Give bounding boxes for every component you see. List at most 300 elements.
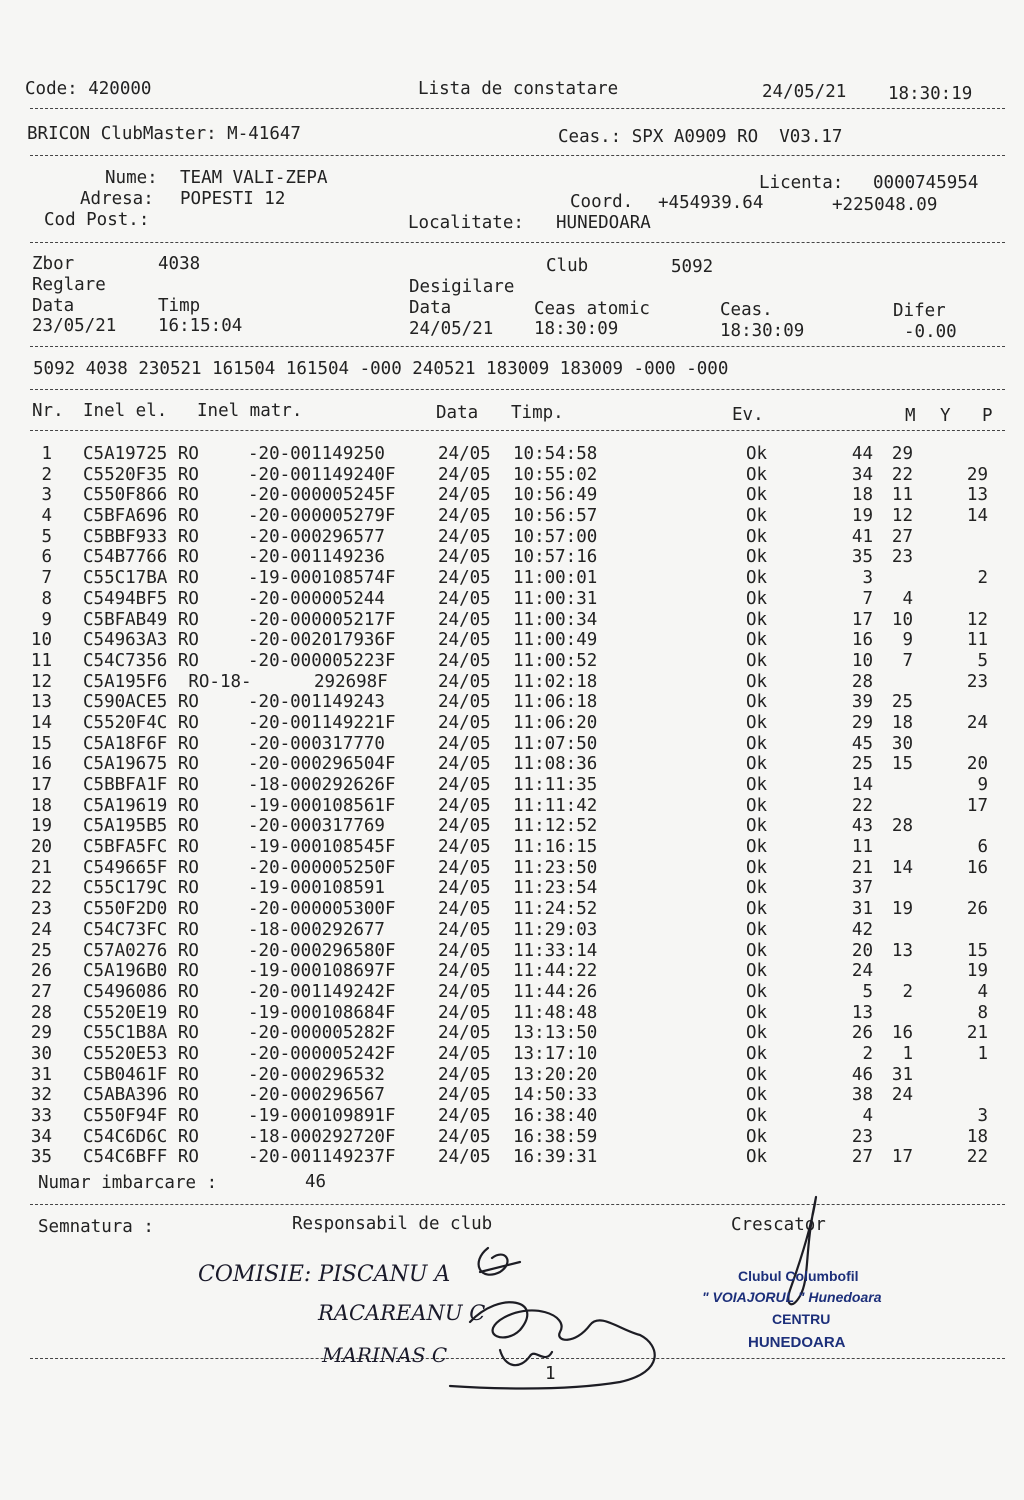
rank-m: 45 bbox=[851, 733, 873, 754]
arrival-date: 24/05 bbox=[438, 1106, 491, 1126]
col-ev: Ev. bbox=[732, 405, 764, 425]
row-number: 8 bbox=[41, 588, 52, 609]
event-status: Ok bbox=[746, 650, 768, 671]
coord-lon: +225048.09 bbox=[832, 195, 938, 215]
arrival-date: 24/05 bbox=[438, 1147, 491, 1168]
rank-y: 15 bbox=[891, 754, 913, 775]
code-label: Code: 420000 bbox=[25, 79, 152, 99]
arrival-time: 11:00:34 bbox=[513, 609, 598, 630]
row-number: 5 bbox=[41, 526, 52, 547]
arrival-time: 11:23:54 bbox=[513, 878, 598, 899]
col-inel-matr: Inel matr. bbox=[197, 401, 303, 421]
rank-y: 14 bbox=[891, 857, 913, 878]
event-status: Ok bbox=[746, 878, 768, 899]
row-number: 34 bbox=[30, 1126, 52, 1147]
club-responsible-label: Responsabil de club bbox=[292, 1214, 493, 1234]
col-m: M bbox=[905, 406, 916, 426]
electronic-ring: C5BFAB49 RO bbox=[83, 609, 199, 630]
registration-ring: -20-000005244 bbox=[248, 588, 385, 609]
rank-m: 2 bbox=[862, 1043, 873, 1064]
event-status: Ok bbox=[746, 444, 768, 464]
arrival-time: 13:13:50 bbox=[513, 1023, 598, 1044]
rank-p: 18 bbox=[966, 1126, 988, 1147]
rank-p: 11 bbox=[966, 630, 988, 651]
stamp-line-3: CENTRU bbox=[772, 1311, 831, 1327]
rank-p: 14 bbox=[966, 506, 988, 527]
col-data: Data bbox=[436, 403, 479, 423]
electronic-ring: C55C179C RO bbox=[83, 878, 199, 899]
electronic-ring: C54963A3 RO bbox=[83, 630, 199, 651]
coord-lat: +454939.64 bbox=[658, 193, 764, 213]
arrival-date: 24/05 bbox=[438, 1085, 491, 1106]
arrival-date: 24/05 bbox=[438, 444, 491, 464]
rank-m: 27 bbox=[851, 1147, 873, 1168]
row-number: 9 bbox=[41, 609, 52, 630]
electronic-ring: C54C7356 RO bbox=[83, 650, 199, 671]
arrival-date: 24/05 bbox=[438, 1023, 491, 1044]
arrival-date: 24/05 bbox=[438, 650, 491, 671]
row-number: 19 bbox=[30, 816, 52, 837]
rank-y: 18 bbox=[891, 712, 913, 733]
row-number: 27 bbox=[30, 981, 52, 1002]
arrival-date: 24/05 bbox=[438, 609, 491, 630]
arrival-date: 24/05 bbox=[438, 878, 491, 899]
name-label: Nume: bbox=[105, 168, 158, 188]
arrival-time: 13:20:20 bbox=[513, 1064, 598, 1085]
owner-address: POPESTI 12 bbox=[180, 189, 286, 209]
arrival-time: 11:12:52 bbox=[513, 816, 598, 837]
row-number: 35 bbox=[30, 1147, 52, 1168]
electronic-ring: C5BFA5FC RO bbox=[83, 837, 199, 858]
arrival-date: 24/05 bbox=[438, 1043, 491, 1064]
electronic-ring: C55C17BA RO bbox=[83, 568, 199, 589]
arrival-date: 24/05 bbox=[438, 940, 491, 961]
arrival-date: 24/05 bbox=[438, 526, 491, 547]
rank-y: 12 bbox=[891, 506, 913, 527]
event-status: Ok bbox=[746, 1043, 768, 1064]
stamp-line-4: HUNEDOARA bbox=[748, 1334, 846, 1351]
rank-y: 29 bbox=[891, 444, 913, 464]
rank-m: 31 bbox=[851, 899, 873, 920]
electronic-ring: C549665F RO bbox=[83, 857, 199, 878]
breeder-label: Crescator bbox=[731, 1215, 826, 1235]
clock-col-label: Ceas. bbox=[720, 300, 773, 320]
registration-ring: -20-000296504F bbox=[248, 754, 396, 775]
arrival-date: 24/05 bbox=[438, 485, 491, 506]
electronic-ring: C550F866 RO bbox=[83, 485, 199, 506]
registration-ring: -20-001149236 bbox=[248, 547, 385, 568]
rank-m: 42 bbox=[851, 919, 873, 940]
row-number: 21 bbox=[30, 857, 52, 878]
desig-date: 24/05/21 bbox=[409, 319, 494, 339]
row-number: 12 bbox=[30, 671, 52, 692]
arrival-time: 11:23:50 bbox=[513, 857, 598, 878]
event-status: Ok bbox=[746, 733, 768, 754]
arrival-time: 11:11:35 bbox=[513, 775, 598, 795]
rank-m: 11 bbox=[851, 837, 873, 858]
event-status: Ok bbox=[746, 692, 768, 713]
registration-ring: -19-000109891F bbox=[248, 1106, 396, 1126]
arrival-date: 24/05 bbox=[438, 506, 491, 527]
arrival-time: 11:07:50 bbox=[513, 733, 598, 754]
rank-p: 4 bbox=[977, 981, 988, 1002]
owner-name: TEAM VALI-ZEPA bbox=[180, 168, 328, 188]
row-number: 31 bbox=[30, 1064, 52, 1085]
row-number: 33 bbox=[30, 1106, 52, 1126]
arrival-date: 24/05 bbox=[438, 1064, 491, 1085]
event-status: Ok bbox=[746, 837, 768, 858]
reglare-time-label: Timp bbox=[158, 296, 201, 316]
registration-ring: -19-000108574F bbox=[248, 568, 396, 589]
rank-p: 24 bbox=[966, 712, 988, 733]
rank-m: 14 bbox=[851, 775, 873, 795]
arrival-time: 10:54:58 bbox=[513, 444, 598, 464]
handwritten-commission: COMISIE: PISCANU A bbox=[198, 1262, 451, 1287]
electronic-ring: C5A19675 RO bbox=[83, 754, 199, 775]
rank-y: 22 bbox=[891, 464, 913, 485]
arrival-time: 10:56:57 bbox=[513, 506, 598, 527]
arrival-time: 11:06:20 bbox=[513, 712, 598, 733]
arrival-time: 11:00:31 bbox=[513, 588, 598, 609]
registration-ring: -20-000005300F bbox=[248, 899, 396, 920]
rank-p: 19 bbox=[966, 961, 988, 982]
rank-p: 17 bbox=[966, 795, 988, 816]
flight-label: Zbor bbox=[32, 254, 75, 274]
rank-m: 39 bbox=[851, 692, 873, 713]
rank-m: 26 bbox=[851, 1023, 873, 1044]
registration-ring: -20-000005223F bbox=[248, 650, 396, 671]
arrival-date: 24/05 bbox=[438, 919, 491, 940]
club-label: Club bbox=[546, 256, 589, 276]
arrival-time: 11:24:52 bbox=[513, 899, 598, 920]
arrival-date: 24/05 bbox=[438, 857, 491, 878]
rank-p: 21 bbox=[966, 1023, 988, 1044]
rank-m: 23 bbox=[851, 1126, 873, 1147]
event-status: Ok bbox=[746, 1106, 768, 1126]
reglare-label: Reglare bbox=[32, 275, 106, 295]
rank-y: 10 bbox=[891, 609, 913, 630]
arrival-time: 13:17:10 bbox=[513, 1043, 598, 1064]
registration-ring: -19-000108561F bbox=[248, 795, 396, 816]
rank-m: 20 bbox=[851, 940, 873, 961]
rank-y: 16 bbox=[891, 1023, 913, 1044]
electronic-ring: C5BFA696 RO bbox=[83, 506, 199, 527]
difference-value: -0.00 bbox=[904, 322, 957, 342]
page-number: 1 bbox=[545, 1364, 556, 1384]
registration-ring: -20-001149221F bbox=[248, 712, 396, 733]
license-label: Licenta: bbox=[759, 173, 844, 193]
event-status: Ok bbox=[746, 588, 768, 609]
rank-m: 18 bbox=[851, 485, 873, 506]
arrival-date: 24/05 bbox=[438, 733, 491, 754]
rank-y: 30 bbox=[891, 733, 913, 754]
row-number: 15 bbox=[30, 733, 52, 754]
event-status: Ok bbox=[746, 857, 768, 878]
rank-m: 34 bbox=[851, 464, 873, 485]
rank-y: 11 bbox=[891, 485, 913, 506]
row-number: 23 bbox=[30, 899, 52, 920]
rank-m: 13 bbox=[851, 1002, 873, 1023]
electronic-ring: C54C6D6C RO bbox=[83, 1126, 199, 1147]
arrival-time: 11:00:01 bbox=[513, 568, 598, 589]
event-status: Ok bbox=[746, 609, 768, 630]
locality-label: Localitate: bbox=[408, 213, 524, 233]
boarding-count: 46 bbox=[305, 1172, 327, 1192]
rank-m: 35 bbox=[851, 547, 873, 568]
stamp-line-2: " VOIAJORUL " Hunedoara bbox=[702, 1289, 882, 1305]
event-status: Ok bbox=[746, 671, 768, 692]
event-status: Ok bbox=[746, 506, 768, 527]
arrival-date: 24/05 bbox=[438, 961, 491, 982]
reglare-time: 16:15:04 bbox=[158, 316, 243, 336]
handwritten-name-2: RACAREANU C bbox=[318, 1301, 486, 1325]
rank-m: 19 bbox=[851, 506, 873, 527]
rank-y: 24 bbox=[891, 1085, 913, 1106]
arrival-time: 11:11:42 bbox=[513, 795, 598, 816]
rank-m: 16 bbox=[851, 630, 873, 651]
row-number: 29 bbox=[30, 1023, 52, 1044]
rank-m: 3 bbox=[862, 568, 873, 589]
rank-p: 26 bbox=[966, 899, 988, 920]
arrival-time: 11:16:15 bbox=[513, 837, 598, 858]
arrival-time: 10:56:49 bbox=[513, 485, 598, 506]
stamp-line-1: Clubul Columbofil bbox=[738, 1268, 859, 1284]
row-number: 14 bbox=[30, 712, 52, 733]
event-status: Ok bbox=[746, 816, 768, 837]
arrival-time: 11:33:14 bbox=[513, 940, 598, 961]
event-status: Ok bbox=[746, 961, 768, 982]
arrival-date: 24/05 bbox=[438, 547, 491, 568]
registration-ring: -20-000005279F bbox=[248, 506, 396, 527]
registration-ring: -20-000296577 bbox=[248, 526, 385, 547]
arrival-date: 24/05 bbox=[438, 1126, 491, 1147]
row-number: 17 bbox=[30, 775, 52, 795]
arrival-date: 24/05 bbox=[438, 568, 491, 589]
rank-m: 10 bbox=[851, 650, 873, 671]
registration-ring: -20-000317770 bbox=[248, 733, 385, 754]
registration-ring: -20-000296567 bbox=[248, 1085, 385, 1106]
event-status: Ok bbox=[746, 1126, 768, 1147]
registration-ring: -20-001149240F bbox=[248, 464, 396, 485]
registration-ring: -20-000005245F bbox=[248, 485, 396, 506]
event-status: Ok bbox=[746, 568, 768, 589]
rank-y: 27 bbox=[891, 526, 913, 547]
row-number: 10 bbox=[30, 630, 52, 651]
rank-m: 5 bbox=[862, 981, 873, 1002]
rank-y: 13 bbox=[891, 940, 913, 961]
registration-ring: -20-000005282F bbox=[248, 1023, 396, 1044]
event-status: Ok bbox=[746, 1085, 768, 1106]
arrival-date: 24/05 bbox=[438, 837, 491, 858]
desigilare-label: Desigilare bbox=[409, 277, 515, 297]
registration-ring: -20-002017936F bbox=[248, 630, 396, 651]
registration-ring: -20-000005242F bbox=[248, 1043, 396, 1064]
rank-m: 37 bbox=[851, 878, 873, 899]
registration-ring: -20-001149237F bbox=[248, 1147, 396, 1168]
registration-ring: -18-000292677 bbox=[248, 919, 385, 940]
event-status: Ok bbox=[746, 754, 768, 775]
flight-number: 4038 bbox=[158, 254, 201, 274]
event-status: Ok bbox=[746, 899, 768, 920]
rank-y: 4 bbox=[902, 588, 913, 609]
arrival-date: 24/05 bbox=[438, 795, 491, 816]
atomic-clock-label: Ceas atomic bbox=[534, 299, 650, 319]
event-status: Ok bbox=[746, 1002, 768, 1023]
arrival-time: 11:44:26 bbox=[513, 981, 598, 1002]
arrival-time: 11:08:36 bbox=[513, 754, 598, 775]
registration-ring: -20-000296532 bbox=[248, 1064, 385, 1085]
row-number: 32 bbox=[30, 1085, 52, 1106]
arrival-time: 10:57:00 bbox=[513, 526, 598, 547]
coord-label: Coord. bbox=[570, 192, 634, 212]
club-number: 5092 bbox=[671, 257, 714, 277]
row-number: 2 bbox=[41, 464, 52, 485]
electronic-ring: C55C1B8A RO bbox=[83, 1023, 199, 1044]
row-number: 11 bbox=[30, 650, 52, 671]
rank-m: 24 bbox=[851, 961, 873, 982]
electronic-ring: C590ACE5 RO bbox=[83, 692, 199, 713]
arrival-date: 24/05 bbox=[438, 816, 491, 837]
event-status: Ok bbox=[746, 981, 768, 1002]
col-inel-el: Inel el. bbox=[83, 401, 168, 421]
arrival-date: 24/05 bbox=[438, 464, 491, 485]
desig-date-label: Data bbox=[409, 298, 452, 318]
arrival-time: 16:38:59 bbox=[513, 1126, 598, 1147]
handwritten-name-3: MARINAS C bbox=[322, 1343, 448, 1367]
row-number: 24 bbox=[30, 919, 52, 940]
electronic-ring: C5A19619 RO bbox=[83, 795, 199, 816]
arrival-date: 24/05 bbox=[438, 981, 491, 1002]
col-timp: Timp. bbox=[511, 403, 564, 423]
arrival-date: 24/05 bbox=[438, 754, 491, 775]
arrival-date: 24/05 bbox=[438, 775, 491, 795]
arrival-time: 10:57:16 bbox=[513, 547, 598, 568]
row-number: 20 bbox=[30, 837, 52, 858]
event-status: Ok bbox=[746, 464, 768, 485]
arrival-time: 11:06:18 bbox=[513, 692, 598, 713]
event-status: Ok bbox=[746, 547, 768, 568]
rank-p: 20 bbox=[966, 754, 988, 775]
col-nr: Nr. bbox=[32, 401, 64, 421]
rank-m: 38 bbox=[851, 1085, 873, 1106]
rank-y: 19 bbox=[891, 899, 913, 920]
arrival-date: 24/05 bbox=[438, 899, 491, 920]
row-number: 1 bbox=[41, 444, 52, 464]
rank-y: 25 bbox=[891, 692, 913, 713]
row-number: 25 bbox=[30, 940, 52, 961]
rank-y: 7 bbox=[902, 650, 913, 671]
postal-code-label: Cod Post.: bbox=[44, 210, 150, 230]
row-number: 30 bbox=[30, 1043, 52, 1064]
electronic-ring: C5B0461F RO bbox=[83, 1064, 199, 1085]
electronic-ring: C54C6BFF RO bbox=[83, 1147, 199, 1168]
registration-ring: -20-001149242F bbox=[248, 981, 396, 1002]
row-number: 18 bbox=[30, 795, 52, 816]
rank-y: 2 bbox=[902, 981, 913, 1002]
rank-m: 41 bbox=[851, 526, 873, 547]
reglare-date: 23/05/21 bbox=[32, 316, 117, 336]
reglare-date-label: Data bbox=[32, 296, 75, 316]
arrival-date: 24/05 bbox=[438, 692, 491, 713]
rank-p: 29 bbox=[966, 464, 988, 485]
rank-p: 1 bbox=[977, 1043, 988, 1064]
event-status: Ok bbox=[746, 1064, 768, 1085]
clubmaster-label: BRICON ClubMaster: M-41647 bbox=[27, 124, 301, 144]
electronic-ring: C5A195B5 RO bbox=[83, 816, 199, 837]
row-number: 13 bbox=[30, 692, 52, 713]
row-number: 28 bbox=[30, 1002, 52, 1023]
difference-label: Difer bbox=[893, 301, 946, 321]
arrival-time: 16:38:40 bbox=[513, 1106, 598, 1126]
rank-m: 21 bbox=[851, 857, 873, 878]
electronic-ring: C5520E53 RO bbox=[83, 1043, 199, 1064]
electronic-ring: C550F2D0 RO bbox=[83, 899, 199, 920]
locality-value: HUNEDOARA bbox=[556, 213, 651, 233]
electronic-ring: C5496086 RO bbox=[83, 981, 199, 1002]
event-status: Ok bbox=[746, 919, 768, 940]
arrival-time: 11:48:48 bbox=[513, 1002, 598, 1023]
rank-p: 23 bbox=[966, 671, 988, 692]
rank-y: 1 bbox=[902, 1043, 913, 1064]
electronic-ring: C5A195F6 RO-18- bbox=[83, 671, 252, 692]
row-number: 4 bbox=[41, 506, 52, 527]
event-status: Ok bbox=[746, 485, 768, 506]
event-status: Ok bbox=[746, 775, 768, 795]
event-status: Ok bbox=[746, 795, 768, 816]
registration-ring: -20-000005250F bbox=[248, 857, 396, 878]
rank-p: 6 bbox=[977, 837, 988, 858]
arrival-time: 11:02:18 bbox=[513, 671, 598, 692]
registration-ring: -18-000292626F bbox=[248, 775, 396, 795]
clock-label: Ceas.: SPX A0909 RO V03.17 bbox=[558, 127, 843, 147]
event-status: Ok bbox=[746, 630, 768, 651]
arrival-time: 11:00:52 bbox=[513, 650, 598, 671]
registration-ring: -20-000005217F bbox=[248, 609, 396, 630]
col-p: P bbox=[982, 406, 993, 426]
rank-m: 29 bbox=[851, 712, 873, 733]
rank-m: 17 bbox=[851, 609, 873, 630]
event-status: Ok bbox=[746, 1147, 768, 1168]
registration-ring: -19-000108697F bbox=[248, 961, 396, 982]
electronic-ring: C5A196B0 RO bbox=[83, 961, 199, 982]
registration-ring: 292698F bbox=[314, 671, 388, 692]
event-status: Ok bbox=[746, 712, 768, 733]
rank-y: 31 bbox=[891, 1064, 913, 1085]
registration-ring: -20-001149243 bbox=[248, 692, 385, 713]
arrival-date: 24/05 bbox=[438, 588, 491, 609]
rank-p: 13 bbox=[966, 485, 988, 506]
electronic-ring: C5520F35 RO bbox=[83, 464, 199, 485]
electronic-ring: C5520F4C RO bbox=[83, 712, 199, 733]
rank-p: 16 bbox=[966, 857, 988, 878]
rank-y: 28 bbox=[891, 816, 913, 837]
rank-y: 23 bbox=[891, 547, 913, 568]
registration-ring: -19-000108684F bbox=[248, 1002, 396, 1023]
event-status: Ok bbox=[746, 526, 768, 547]
rank-p: 15 bbox=[966, 940, 988, 961]
rank-m: 43 bbox=[851, 816, 873, 837]
col-y: Y bbox=[940, 406, 951, 426]
electronic-ring: C5ABA396 RO bbox=[83, 1085, 199, 1106]
registration-ring: -20-000317769 bbox=[248, 816, 385, 837]
signature-label: Semnatura : bbox=[38, 1217, 154, 1237]
electronic-ring: C57A0276 RO bbox=[83, 940, 199, 961]
rank-m: 4 bbox=[862, 1106, 873, 1126]
registration-ring: -20-001149250 bbox=[248, 444, 385, 464]
row-number: 26 bbox=[30, 961, 52, 982]
rank-m: 46 bbox=[851, 1064, 873, 1085]
electronic-ring: C550F94F RO bbox=[83, 1106, 199, 1126]
